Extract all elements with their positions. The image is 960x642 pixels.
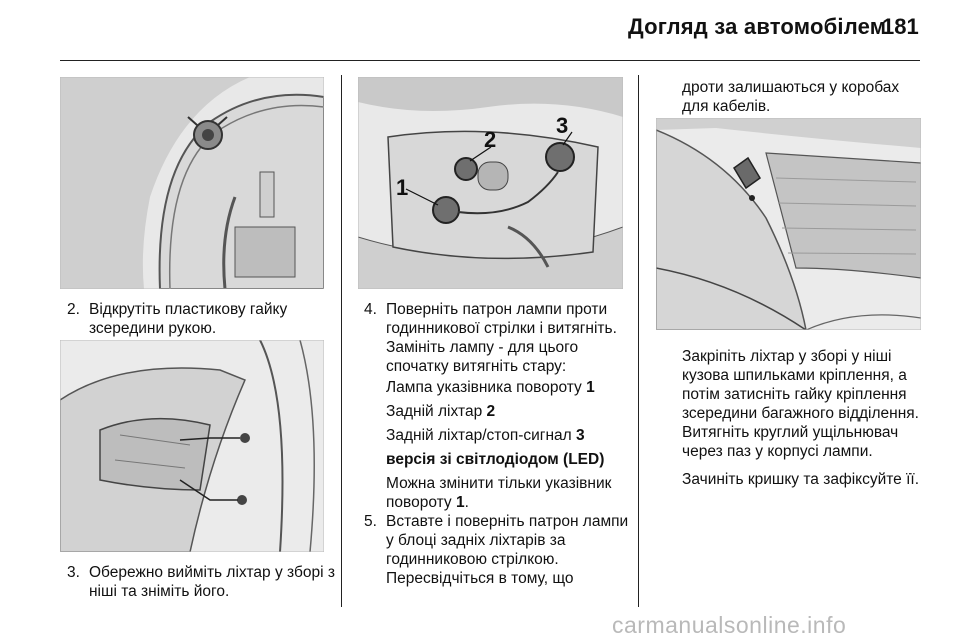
lamp-line-2: Задній ліхтар 2 [386,403,496,420]
step-5-text: Вставте і поверніть патрон лампи у блоці задніх ліхтарів за годинниковою стрілкою. Пересвідчіться в тому, що [386,513,629,587]
step-2 [67,300,337,338]
close-cover-paragraph: Зачиніть кришку та зафіксуйте її. [682,471,920,488]
figure-plastic-nut [60,77,324,289]
step-4-text: Поверніть патрон лампи проти годинникової стрілки і витягніть. Замініть лампу - для цього спочатку витягніть стару: [386,301,617,375]
header-divider [60,60,920,61]
lamp-line-1: Лампа указівника повороту 1 [386,379,595,396]
callout-1: 1 [396,175,409,200]
led-note: Можна змінити тільки указівник повороту 1. [386,475,612,511]
page-title: Догляд за автомобілем [628,14,887,39]
reinstall-paragraph: Закріпіть ліхтар у зборі у ніші кузова шпильками кріплення, а потім затисніть гайку кріплення зсередини багажного відділення. Витягніть круглий ущільнювач через паз у корпусі лампи. [682,348,919,460]
step-3 [67,563,337,601]
step-3-text: Обережно вийміть ліхтар у зборі з ніші та зніміть його. [89,564,335,600]
lamp-line-3: Задній ліхтар/стоп-сигнал 3 [386,427,585,444]
figure-cargo-area [656,118,921,330]
continued-text: дроти залишаються у коробах для кабелів. [682,79,900,115]
step-4-number: 4. [364,301,377,318]
column-divider-right [638,75,639,607]
callout-3: 3 [556,113,569,138]
led-heading: версія зі світлодіодом (LED) [386,451,605,468]
step-3-number: 3. [67,564,80,581]
step-2-number: 2. [67,301,80,318]
page-number: 181 [882,14,919,39]
column-divider-left [341,75,342,607]
callout-2: 2 [484,127,497,152]
step-5-number: 5. [364,513,377,530]
step-2-text: Відкрутіть пластикову гайку зсередини рукою. [89,301,288,337]
watermark: carmanualsonline.info [612,612,847,638]
step-4 [364,300,636,376]
step-5 [364,512,636,588]
figure-remove-lamp [60,340,324,552]
figure-lamp-sockets [358,77,623,289]
